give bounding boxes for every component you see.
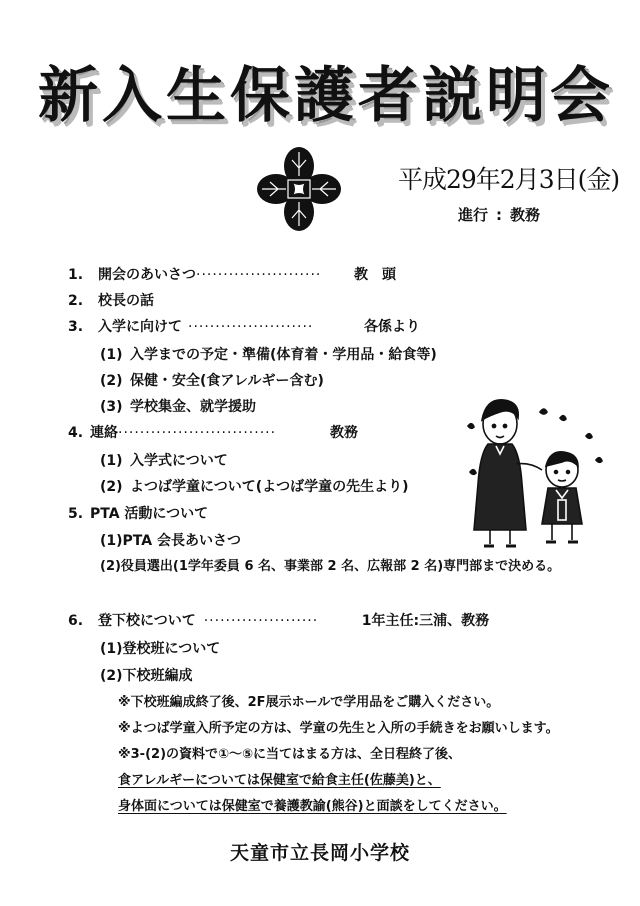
item-person: 1年主任:三浦、教務 — [361, 613, 490, 629]
item-label: (2)下校班編成 — [100, 668, 193, 684]
item-number: 4. — [68, 425, 84, 441]
agenda-subitem-4-2 — [100, 478, 409, 496]
item-person: 教 頭 — [354, 267, 396, 283]
agenda-item-1 — [68, 266, 396, 284]
item-label: (1)PTA 会長あいさつ — [100, 533, 241, 549]
item-number: (3) — [100, 399, 123, 415]
item-label: 保健・安全(食アレルギー含む) — [130, 373, 324, 389]
school-name: 天童市立長岡小学校 — [229, 842, 410, 864]
note-line: ※下校班編成終了後、2F展示ホールで学用品をご購入ください。 — [118, 695, 500, 710]
agenda-item-5 — [68, 505, 208, 523]
item-number: 2. — [68, 293, 84, 309]
conductor-label: 進行 — [458, 206, 489, 224]
item-label: (1)登校班について — [100, 641, 221, 657]
item-label: 登下校について — [98, 613, 196, 629]
agenda-subitem-5-1 — [100, 532, 241, 550]
item-number: 5. — [68, 506, 84, 522]
item-label: 校長の話 — [98, 293, 154, 309]
item-label: よつば学童について(よつば学童の先生より) — [130, 479, 409, 495]
agenda-subitem-3-1 — [100, 346, 437, 364]
item-number: (2) — [100, 373, 123, 389]
agenda-subitem-5-2 — [100, 558, 560, 576]
conductor-line — [458, 204, 540, 225]
item-number: (1) — [100, 347, 123, 363]
agenda-subitem-6-2 — [100, 667, 193, 685]
agenda-item-4 — [68, 424, 358, 442]
agenda-item-2 — [68, 292, 154, 310]
item-label: 連絡 — [90, 425, 118, 441]
item-person: 各係より — [364, 319, 420, 335]
leader-dots: ····························· — [118, 425, 277, 441]
item-label: 開会のあいさつ — [98, 267, 196, 283]
item-label: 入学式について — [130, 453, 228, 469]
agenda-subitem-6-1 — [100, 640, 220, 658]
item-label: (2)役員選出(1学年委員 6 名、事業部 2 名、広報部 2 名)専門部まで決める。 — [100, 559, 561, 574]
item-label: 入学に向けて — [98, 319, 182, 335]
note-line-underlined: 身体面については保健室で養護教諭(熊谷)と面談をしてください。 — [118, 799, 507, 814]
agenda-subitem-3-2 — [100, 372, 324, 390]
item-number: 3. — [68, 319, 84, 335]
parent-child-illustration-icon — [460, 390, 610, 550]
agenda-subitem-4-1 — [100, 452, 228, 470]
item-label: 入学までの予定・準備(体育着・学用品・給食等) — [130, 347, 437, 363]
item-person: 教務 — [330, 425, 358, 441]
item-number: (1) — [100, 453, 123, 469]
agenda-item-3 — [68, 318, 420, 336]
agenda-item-6 — [68, 612, 489, 630]
agenda-subitem-3-3 — [100, 398, 256, 416]
note-line: ※3-(2)の資料で①～⑤に当てはまる方は、全日程終了後、 — [118, 747, 462, 762]
note-line-underlined: 食アレルギーについては保健室で給食主任(佐藤美)と、 — [118, 773, 441, 788]
conductor-separator: : — [496, 206, 503, 224]
item-number: (2) — [100, 479, 123, 495]
leader-dots: ······················· — [196, 267, 322, 283]
event-date: 平成29年2月3日(金) — [398, 165, 620, 194]
item-number: 1. — [68, 267, 84, 283]
school-emblem-icon — [256, 146, 342, 232]
item-number: 6. — [68, 613, 84, 629]
note-line: ※よつば学童入所予定の方は、学童の先生と入所の手続きをお願いします。 — [118, 721, 559, 736]
conductor-name: 教務 — [510, 206, 541, 224]
leader-dots: ····················· — [203, 613, 319, 629]
document-title: 新入生保護者説明会 — [38, 61, 614, 131]
item-label: PTA 活動について — [90, 506, 209, 522]
leader-dots: ······················· — [188, 319, 314, 335]
item-label: 学校集金、就学援助 — [130, 399, 256, 415]
